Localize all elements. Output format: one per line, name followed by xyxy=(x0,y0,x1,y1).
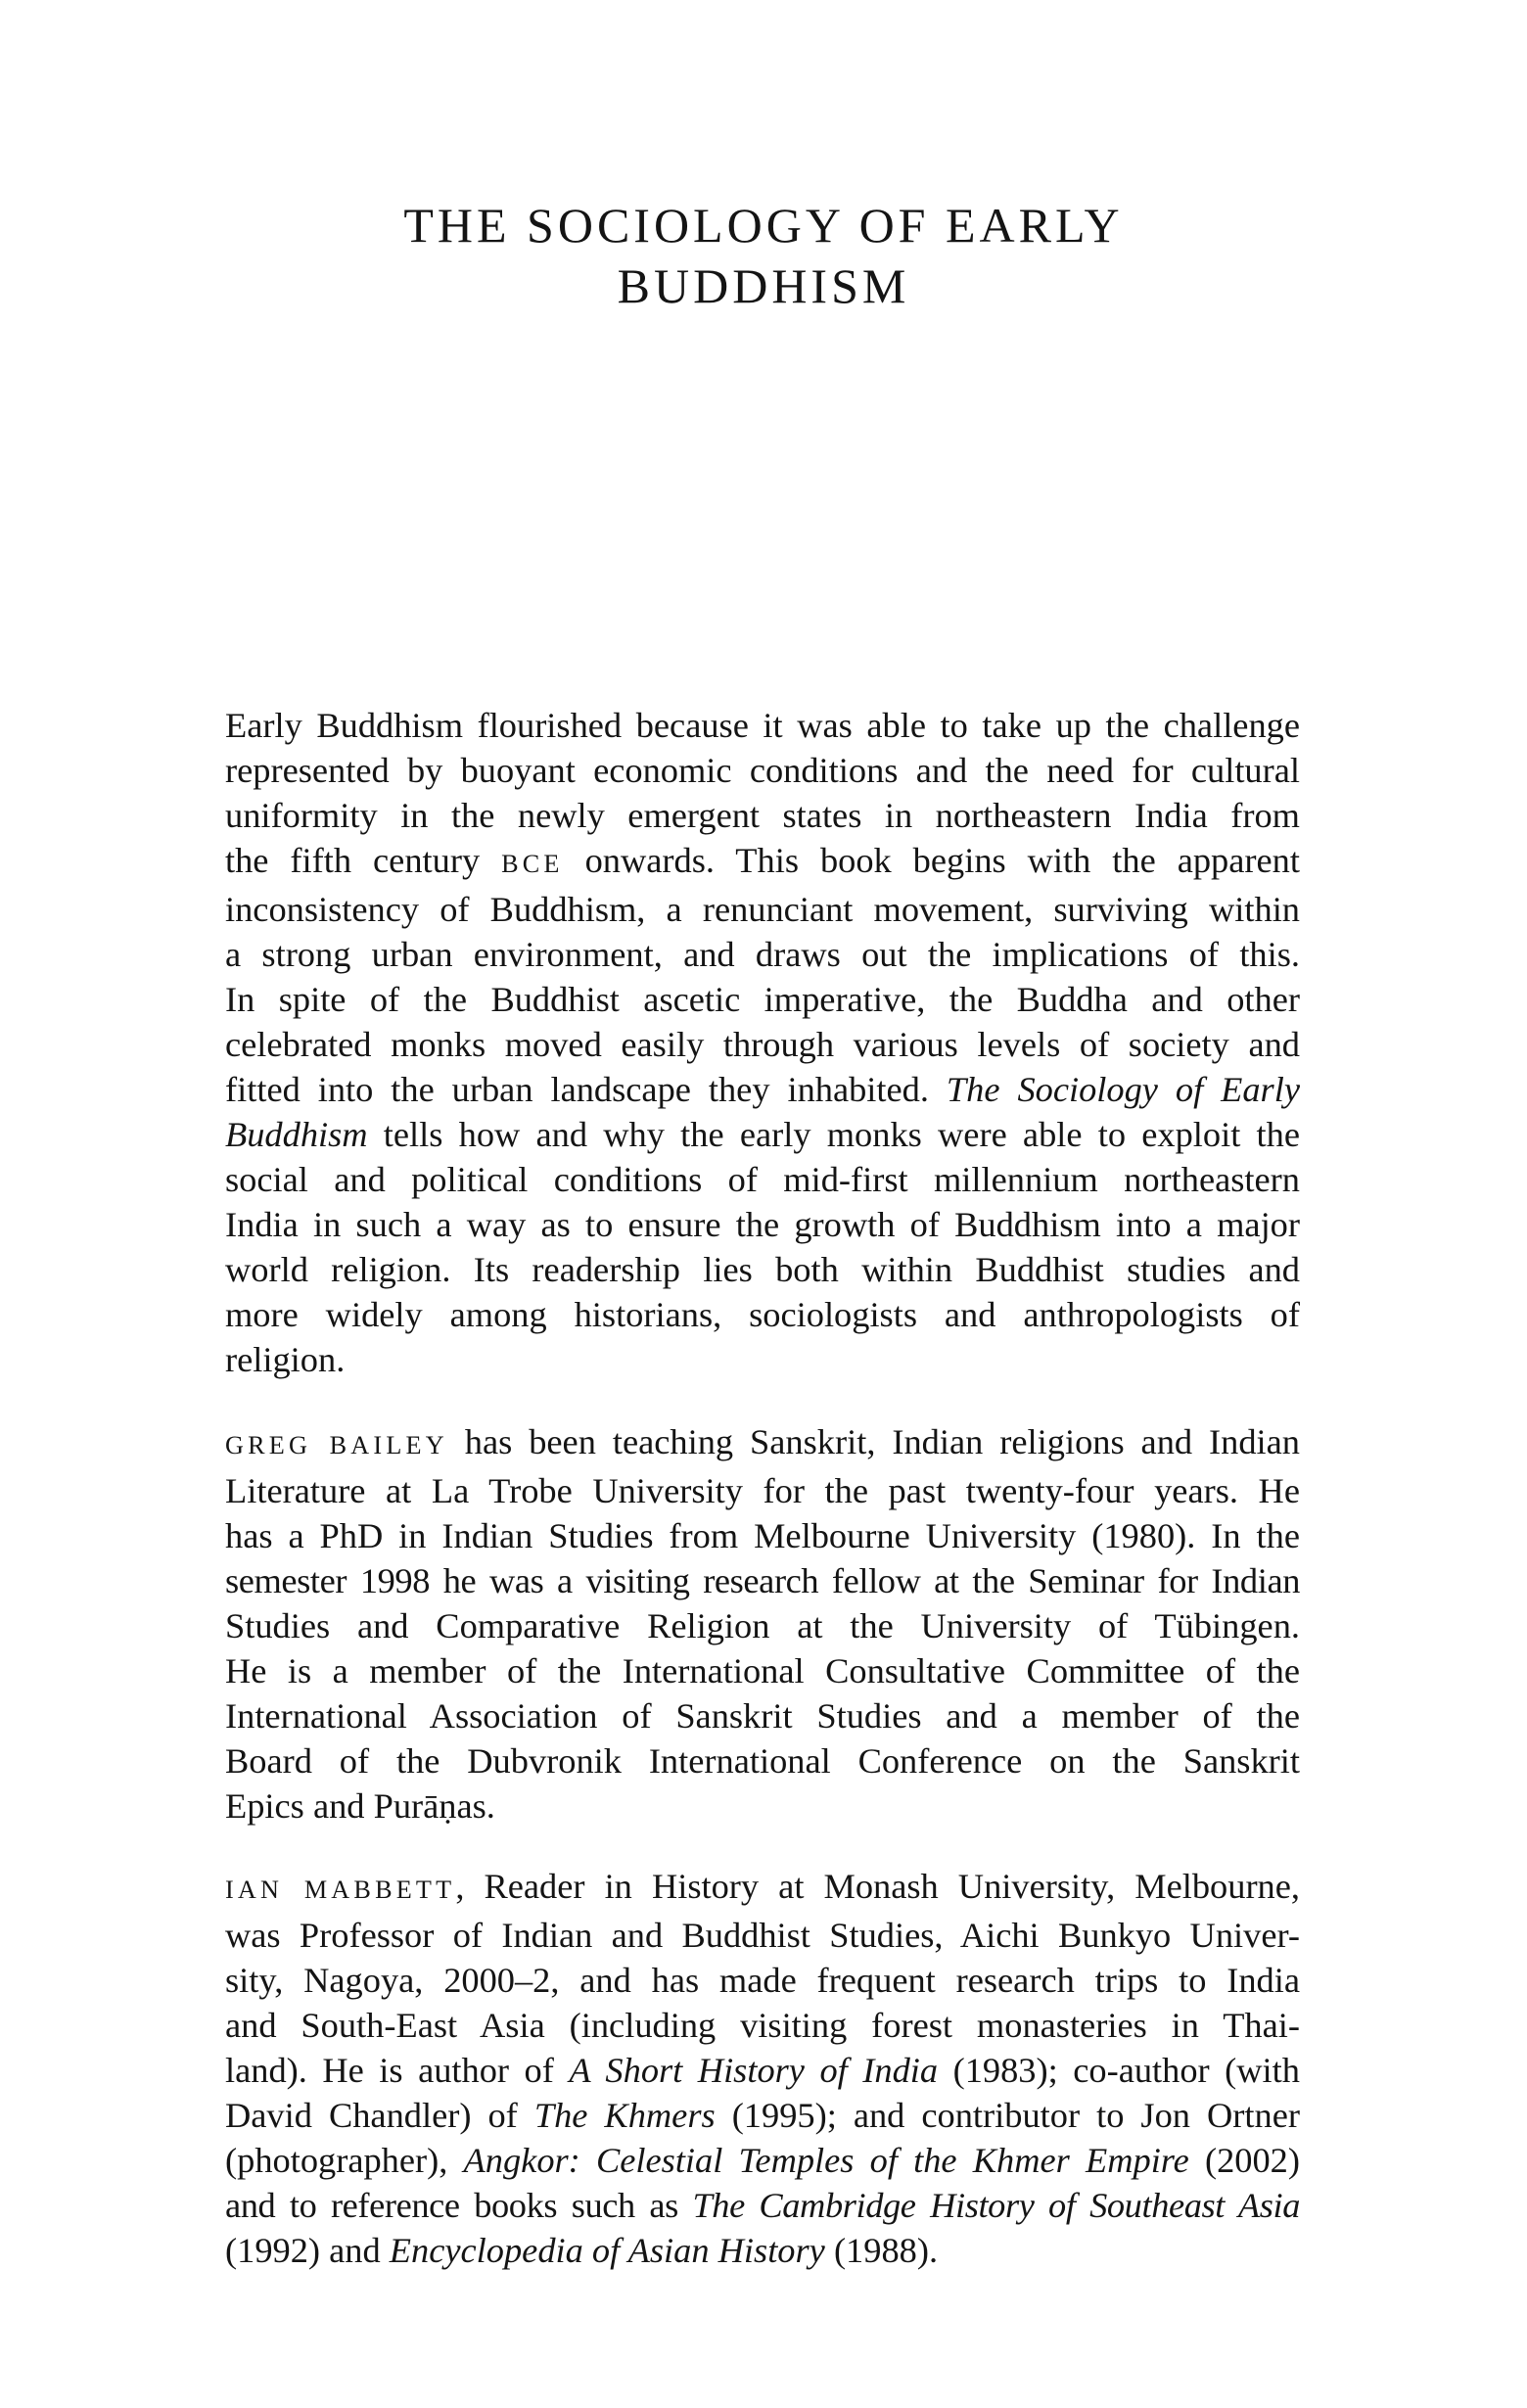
text-line: was Professor of Indian and Buddhist Studies, Aichi Bunkyo Univer- xyxy=(225,1916,1300,1955)
text-run: (1992) and xyxy=(225,2231,381,2270)
book-title-italic: Angkor: Celestial Temples of the Khmer Empire xyxy=(463,2141,1189,2180)
era-abbreviation: BCE xyxy=(501,850,564,878)
text-line xyxy=(225,2048,1300,2093)
text-run: tells how and why the early monks were able to exploit the xyxy=(383,1115,1300,1154)
author-name: IAN MABBETT xyxy=(225,1875,456,1904)
text-run: (2002) xyxy=(1204,2141,1300,2180)
text-line xyxy=(225,1864,1300,1913)
text-line: Early Buddhism flourished because it was able to take up the challenge xyxy=(225,706,1300,745)
text-run: the fifth century xyxy=(225,841,481,880)
author-name: GREG BAILEY xyxy=(225,1431,448,1459)
text-line xyxy=(225,2228,1300,2273)
text-run: (1995); and contributor to Jon Ortner xyxy=(731,2096,1300,2135)
text-run: and to reference books such as xyxy=(225,2186,678,2225)
text-line: inconsistency of Buddhism, a renunciant movement, surviving within xyxy=(225,890,1300,929)
book-title-line-2: BUDDHISM xyxy=(617,258,910,313)
text-run: land). He is author of xyxy=(225,2051,554,2090)
text-line xyxy=(225,838,1300,887)
text-line: celebrated monks moved easily through various levels of society and xyxy=(225,1025,1300,1064)
text-line: India in such a way as to ensure the growth of Buddhism into a major xyxy=(225,1205,1300,1244)
book-title-italic: The Cambridge History of Southeast Asia xyxy=(692,2186,1300,2225)
author-bio-bailey xyxy=(225,1419,1300,1829)
text-line: Board of the Dubvronik International Conference on the Sanskrit xyxy=(225,1741,1300,1781)
text-line: world religion. Its readership lies both within Buddhist studies and xyxy=(225,1250,1300,1289)
text-line: uniformity in the newly emergent states in northeastern India from xyxy=(225,796,1300,835)
text-line: religion. xyxy=(225,1340,346,1379)
book-title-italic: Encyclopedia of Asian History xyxy=(389,2231,825,2270)
text-line: International Association of Sanskrit Studies and a member of the xyxy=(225,1696,1300,1736)
text-line: In spite of the Buddhist ascetic imperative, the Buddha and other xyxy=(225,980,1300,1019)
book-title-italic: The Sociology of Early xyxy=(946,1070,1300,1109)
text-run: (1988). xyxy=(833,2231,939,2270)
text-line: He is a member of the International Consultative Committee of the xyxy=(225,1651,1300,1690)
text-line xyxy=(225,2093,1300,2138)
text-line: Studies and Comparative Religion at the University of Tübingen. xyxy=(225,1606,1300,1645)
text-line: has a PhD in Indian Studies from Melbourne University (1980). In the xyxy=(225,1516,1300,1555)
text-line xyxy=(225,2138,1300,2183)
text-line: Literature at La Trobe University for the past twenty-four years. He xyxy=(225,1471,1300,1510)
text-line: social and political conditions of mid-first millennium northeastern xyxy=(225,1160,1300,1199)
text-run: , Reader in History at Monash University, Melbourne, xyxy=(455,1867,1301,1906)
text-line xyxy=(225,1419,1300,1468)
text-run: onwards. This book begins with the apparent xyxy=(584,841,1300,880)
text-run: has been teaching Sanskrit, Indian religions and Indian xyxy=(464,1422,1301,1461)
text-line xyxy=(225,1067,1300,1112)
text-line: sity, Nagoya, 2000–2, and has made frequent research trips to India xyxy=(225,1961,1300,2000)
text-line: semester 1998 he was a visiting research fellow at the Seminar for Indian xyxy=(225,1561,1300,1600)
book-title-italic: Buddhism xyxy=(225,1115,368,1154)
book-title-line-1: THE SOCIOLOGY OF EARLY xyxy=(403,198,1124,253)
book-title-italic: The Khmers xyxy=(533,2096,716,2135)
text-line: represented by buoyant economic conditions and the need for cultural xyxy=(225,751,1300,790)
text-line: more widely among historians, sociologists and anthropologists of xyxy=(225,1295,1300,1334)
text-run: David Chandler) of xyxy=(225,2096,518,2135)
text-run: fitted into the urban landscape they inhabited. xyxy=(225,1070,929,1109)
text-line: a strong urban environment, and draws out the implications of this. xyxy=(225,935,1300,974)
text-run: (1983); co-author (with xyxy=(952,2051,1300,2090)
text-line: Epics and Purāṇas. xyxy=(225,1786,495,1826)
book-description xyxy=(225,703,1300,1382)
book-title-italic: A Short History of India xyxy=(569,2051,939,2090)
text-run: (photographer), xyxy=(225,2141,448,2180)
text-line xyxy=(225,1112,1300,1157)
text-line xyxy=(225,2183,1300,2228)
text-line: and South-East Asia (including visiting forest monasteries in Thai- xyxy=(225,2006,1300,2045)
author-bio-mabbett xyxy=(225,1864,1300,2273)
